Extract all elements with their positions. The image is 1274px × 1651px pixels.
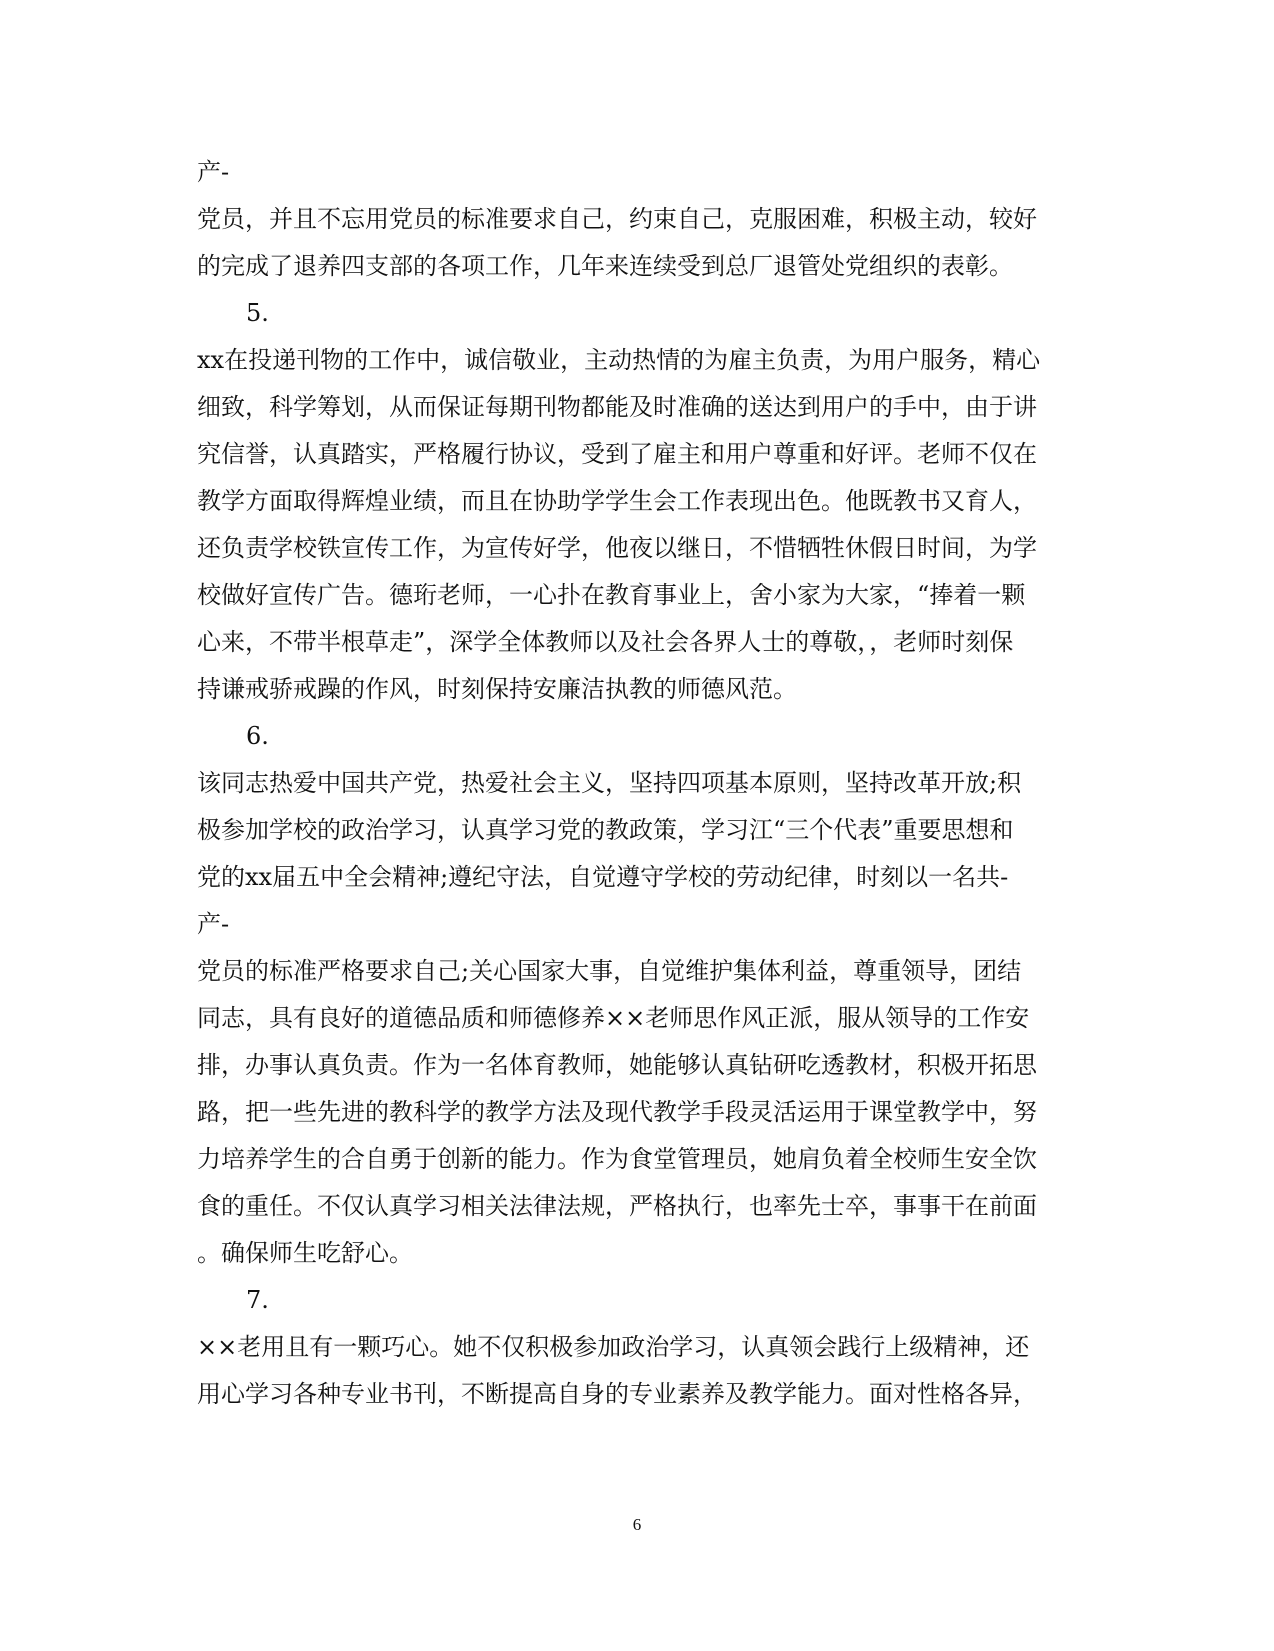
text-line: 力培养学生的合自勇于创新的能力。作为食堂管理员，她肩负着全校师生安全饮 <box>197 1145 1037 1173</box>
text-line: 产- <box>197 910 230 938</box>
text-line: 的完成了退养四支部的各项工作，几年来连续受到总厂退管处党组织的表彰。 <box>197 252 1013 280</box>
text-line: xx在投递刊物的工作中，诚信敬业，主动热情的为雇主负责，为用户服务，精心 <box>197 346 1041 374</box>
text-line: 持谦戒骄戒躁的作风，时刻保持安廉洁执教的师德风范。 <box>197 675 797 703</box>
text-line: 产- <box>197 158 230 186</box>
text-line: 排，办事认真负责。作为一名体育教师，她能够认真钻研吃透教材，积极开拓思 <box>197 1051 1037 1079</box>
page-number: 6 <box>632 1515 642 1534</box>
text-line: 同志，具有良好的道德品质和师德修养××老师思作风正派，服从领导的工作安 <box>197 1004 1030 1032</box>
text-line: 究信誉，认真踏实，严格履行协议，受到了雇主和用户尊重和好评。老师不仅在 <box>197 440 1037 468</box>
text-line: 校做好宣传广告。德珩老师，一心扑在教育事业上，舍小家为大家，“捧着一颗 <box>197 581 1026 609</box>
item-number: 6. <box>246 722 269 750</box>
text-line: ××老用且有一颗巧心。她不仅积极参加政治学习，认真领会践行上级精神，还 <box>197 1333 1030 1361</box>
item-number: 7. <box>246 1286 269 1314</box>
text-line: 极参加学校的政治学习，认真学习党的教政策，学习江“三个代表”重要思想和 <box>197 816 1014 844</box>
text-line: 。确保师生吃舒心。 <box>197 1239 413 1267</box>
text-line: 路，把一些先进的教科学的教学方法及现代教学手段灵活运用于课堂教学中，努 <box>197 1098 1037 1126</box>
text-line: 细致，科学筹划，从而保证每期刊物都能及时准确的送达到用户的手中，由于讲 <box>197 393 1037 421</box>
text-line: 该同志热爱中国共产党，热爱社会主义，坚持四项基本原则，坚持改革开放;积 <box>197 769 1022 797</box>
item-number: 5. <box>246 299 269 327</box>
text-line: 还负责学校铁宣传工作，为宣传好学，他夜以继日，不惜牺牲休假日时间，为学 <box>197 534 1037 562</box>
text-line: 教学方面取得辉煌业绩，而且在协助学学生会工作表现出色。他既教书又育人， <box>197 487 1037 515</box>
text-line: 党的xx届五中全会精神;遵纪守法，自觉遵守学校的劳动纪律，时刻以一名共- <box>197 863 1009 891</box>
text-line: 党员，并且不忘用党员的标准要求自己，约束自己，克服困难，积极主动，较好 <box>197 205 1037 233</box>
text-line: 党员的标准严格要求自己;关心国家大事，自觉维护集体利益，尊重领导，团结 <box>197 957 1022 985</box>
text-line: 用心学习各种专业书刊，不断提高自身的专业素养及教学能力。面对性格各异， <box>197 1380 1037 1408</box>
text-line: 心来，不带半根草走”，深学全体教师以及社会各界人士的尊敬，，老师时刻保 <box>197 628 1014 656</box>
text-line: 食的重任。不仅认真学习相关法律法规，严格执行，也率先士卒，事事干在前面 <box>197 1192 1037 1220</box>
